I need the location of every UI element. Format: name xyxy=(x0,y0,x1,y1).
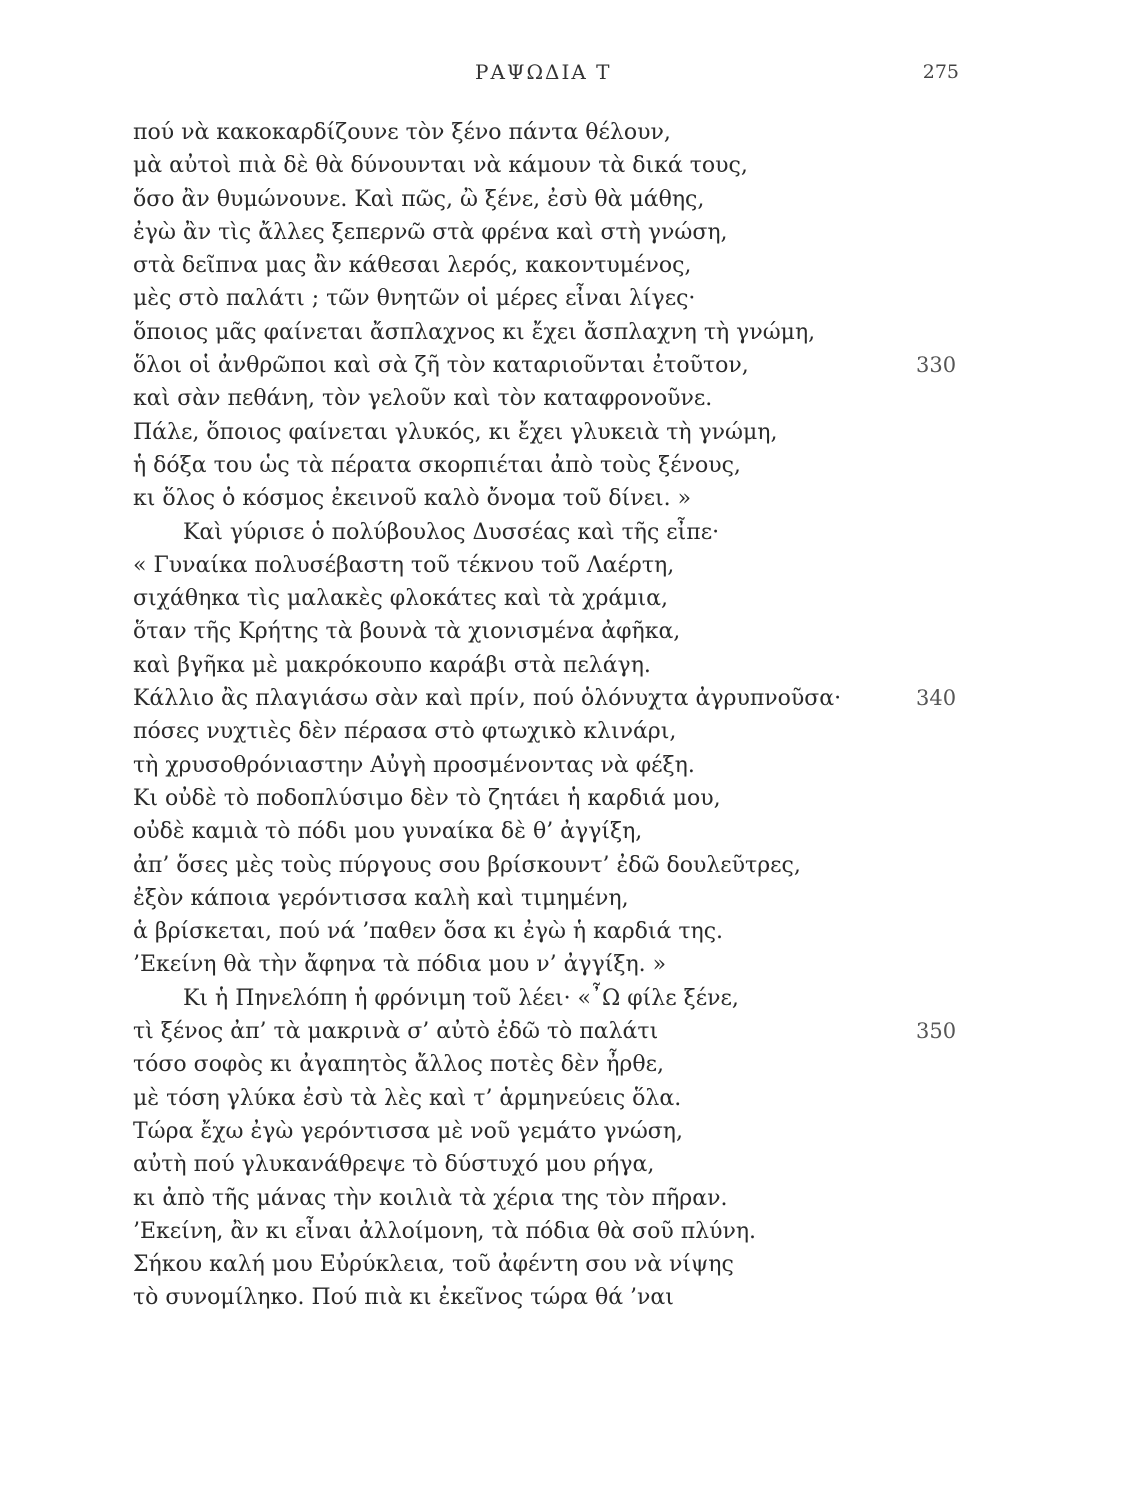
verse-line-text: Πάλε, ὅποιος φαίνεται γλυκός, κι ἔχει γλυκειὰ τὴ γνώμη, xyxy=(133,419,778,445)
verse-line-text: τόσο σοφὸς κι ἀγαπητὸς ἄλλος ποτὲς δὲν ἦρθε, xyxy=(133,1052,664,1078)
verse-line-text: Καὶ γύρισε ὁ πολύβουλος Δυσσέας καὶ τῆς εἶπε· xyxy=(183,519,720,545)
verse-line xyxy=(133,1048,1013,1081)
verse-line xyxy=(133,316,1013,349)
line-number: 330 xyxy=(916,353,957,378)
verse-line xyxy=(133,682,1013,715)
verse-line-text: μὰ αὐτοὶ πιὰ δὲ θὰ δύνουνται νὰ κάμουν τὰ δικά τους, xyxy=(133,153,748,179)
verse-line-text: σιχάθηκα τὶς μαλακὲς φλοκάτες καὶ τὰ χράμια, xyxy=(133,586,669,612)
verse-line xyxy=(133,416,1013,449)
verse-line xyxy=(133,715,1013,748)
verse-line xyxy=(133,815,1013,848)
verse-line-text: μὲς στὸ παλάτι ; τῶν θνητῶν οἱ μέρες εἶναι λίγες· xyxy=(133,286,696,312)
verse-line xyxy=(133,915,1013,948)
verse-line-text: ὅποιος μᾶς φαίνεται ἄσπλαχνος κι ἔχει ἄσπλαχνη τὴ γνώμη, xyxy=(133,319,816,345)
verse-line xyxy=(133,1148,1013,1181)
verse-line-text: « Γυναίκα πολυσέβαστη τοῦ τέκνου τοῦ Λαέρτη, xyxy=(133,552,675,578)
verse-line-text: ἐξὸν κάποια γερόντισσα καλὴ καὶ τιμημένη, xyxy=(133,885,629,911)
verse-line-text: Σήκου καλή μου Εὐρύκλεια, τοῦ ἀφέντη σου νὰ νίψης xyxy=(133,1252,734,1278)
verse-line xyxy=(133,649,1013,682)
line-number: 350 xyxy=(916,1019,957,1044)
verse-line-text: αὐτὴ πού γλυκανάθρεψε τὸ δύστυχό μου ρήγα, xyxy=(133,1152,655,1178)
verse-line xyxy=(133,249,1013,282)
verse-line-text: Κι οὐδὲ τὸ ποδοπλύσιμο δὲν τὸ ζητάει ἡ καρδιά μου, xyxy=(133,785,721,811)
verse-line-text: ἁ βρίσκεται, πού νά ’παθεν ὅσα κι ἐγὼ ἡ καρδιά της. xyxy=(133,919,724,945)
verse-line xyxy=(133,1281,1013,1314)
line-number: 340 xyxy=(916,686,957,711)
verse-line-text: τὸ συνομίληκο. Πού πιὰ κι ἐκεῖνος τώρα θά ’ναι xyxy=(133,1285,674,1311)
verse-line-text: ὅλοι οἱ ἀνθρῶποι καὶ σὰ ζῆ τὸν καταριοῦνται ἐτοῦτον, xyxy=(133,353,749,379)
verse-line xyxy=(133,849,1013,882)
verse-line xyxy=(133,615,1013,648)
verse-line xyxy=(133,982,1013,1015)
verse-line xyxy=(133,116,1013,149)
verse-line xyxy=(133,449,1013,482)
verse-line xyxy=(133,382,1013,415)
verse-line xyxy=(133,1115,1013,1148)
verse-line xyxy=(133,516,1013,549)
verse-line xyxy=(133,1182,1013,1215)
verse-line-text: στὰ δεῖπνα μας ἂν κάθεσαι λερός, κακοντυμένος, xyxy=(133,253,692,279)
verse-line xyxy=(133,948,1013,981)
verse-line-text: Κι ἡ Πηνελόπη ἡ φρόνιμη τοῦ λέει· «῏Ω φίλε ξένε, xyxy=(183,985,739,1011)
verse-line xyxy=(133,1082,1013,1115)
verse-line-text: ὅταν τῆς Κρήτης τὰ βουνὰ τὰ χιονισμένα ἀφῆκα, xyxy=(133,619,681,645)
running-head-title: ΡΑΨΩΔΙΑ Τ xyxy=(475,60,612,84)
verse-line xyxy=(133,282,1013,315)
verse-line-text: κι ἀπὸ τῆς μάνας τὴν κοιλιὰ τὰ χέρια της τὸν πῆραν. xyxy=(133,1185,728,1211)
verse-line xyxy=(133,549,1013,582)
verse-line xyxy=(133,149,1013,182)
verse-line xyxy=(133,749,1013,782)
verse-line-text: πού νὰ κακοκαρδίζουνε τὸν ξένο πάντα θέλουν, xyxy=(133,120,671,145)
verse-line xyxy=(133,782,1013,815)
page-number: 275 xyxy=(922,61,959,83)
verse-line-text: πόσες νυχτιὲς δὲν πέρασα στὸ φτωχικὸ κλινάρι, xyxy=(133,719,677,745)
verse-line xyxy=(133,183,1013,216)
verse-line xyxy=(133,349,1013,382)
verse-line-text: τὶ ξένος ἀπ’ τὰ μακρινὰ σ’ αὐτὸ ἐδῶ τὸ παλάτι xyxy=(133,1019,659,1045)
verse-line xyxy=(133,582,1013,615)
verse-line-text: οὐδὲ καμιὰ τὸ πόδι μου γυναίκα δὲ θ’ ἀγγίξη, xyxy=(133,819,643,845)
verse-line-text: τὴ χρυσοθρόνιαστην Αὐγὴ προσμένοντας νὰ φέξη. xyxy=(133,752,695,778)
verse-line xyxy=(133,1248,1013,1281)
verse-line xyxy=(133,216,1013,249)
verse-line xyxy=(133,1015,1013,1048)
verse-line-text: ἐγὼ ἂν τὶς ἄλλες ξεπερνῶ στὰ φρένα καὶ στὴ γνώση, xyxy=(133,219,728,245)
verse-line-text: Τώρα ἔχω ἐγὼ γερόντισσα μὲ νοῦ γεμάτο γνώση, xyxy=(133,1118,683,1144)
verse-line-text: καὶ σὰν πεθάνη, τὸν γελοῦν καὶ τὸν καταφρονοῦνε. xyxy=(133,386,713,412)
verse-line-text: μὲ τόση γλύκα ἐσὺ τὰ λὲς καὶ τ’ ἁρμηνεύεις ὅλα. xyxy=(133,1085,682,1111)
poem-text xyxy=(133,116,1013,1315)
verse-line-text: ’Εκείνη θὰ τὴν ἄφηνα τὰ πόδια μου ν’ ἀγγίξη. » xyxy=(133,952,667,978)
verse-line xyxy=(133,1215,1013,1248)
verse-line xyxy=(133,482,1013,515)
verse-line-text: κι ὅλος ὁ κόσμος ἐκεινοῦ καλὸ ὄνομα τοῦ δίνει. » xyxy=(133,486,692,512)
verse-line-text: ἡ δόξα του ὡς τὰ πέρατα σκορπιέται ἀπὸ τοὺς ξένους, xyxy=(133,452,741,478)
verse-line-text: ἀπ’ ὅσες μὲς τοὺς πύργους σου βρίσκουντ’ ἐδῶ δουλεῦτρες, xyxy=(133,852,801,878)
verse-line-text: καὶ βγῆκα μὲ μακρόκουπο καράβι στὰ πελάγη. xyxy=(133,652,651,678)
verse-line-text: ’Εκείνη, ἂν κι εἶναι ἀλλοίμονη, τὰ πόδια θὰ σοῦ πλύνη. xyxy=(133,1218,757,1244)
verse-line-text: Κάλλιο ἂς πλαγιάσω σὰν καὶ πρίν, πού ὁλόνυχτα ἀγρυπνοῦσα· xyxy=(133,686,842,712)
verse-line xyxy=(133,882,1013,915)
verse-line-text: ὅσο ἂν θυμώνουνε. Καὶ πῶς, ὢ ξένε, ἐσὺ θὰ μάθης, xyxy=(133,186,705,212)
